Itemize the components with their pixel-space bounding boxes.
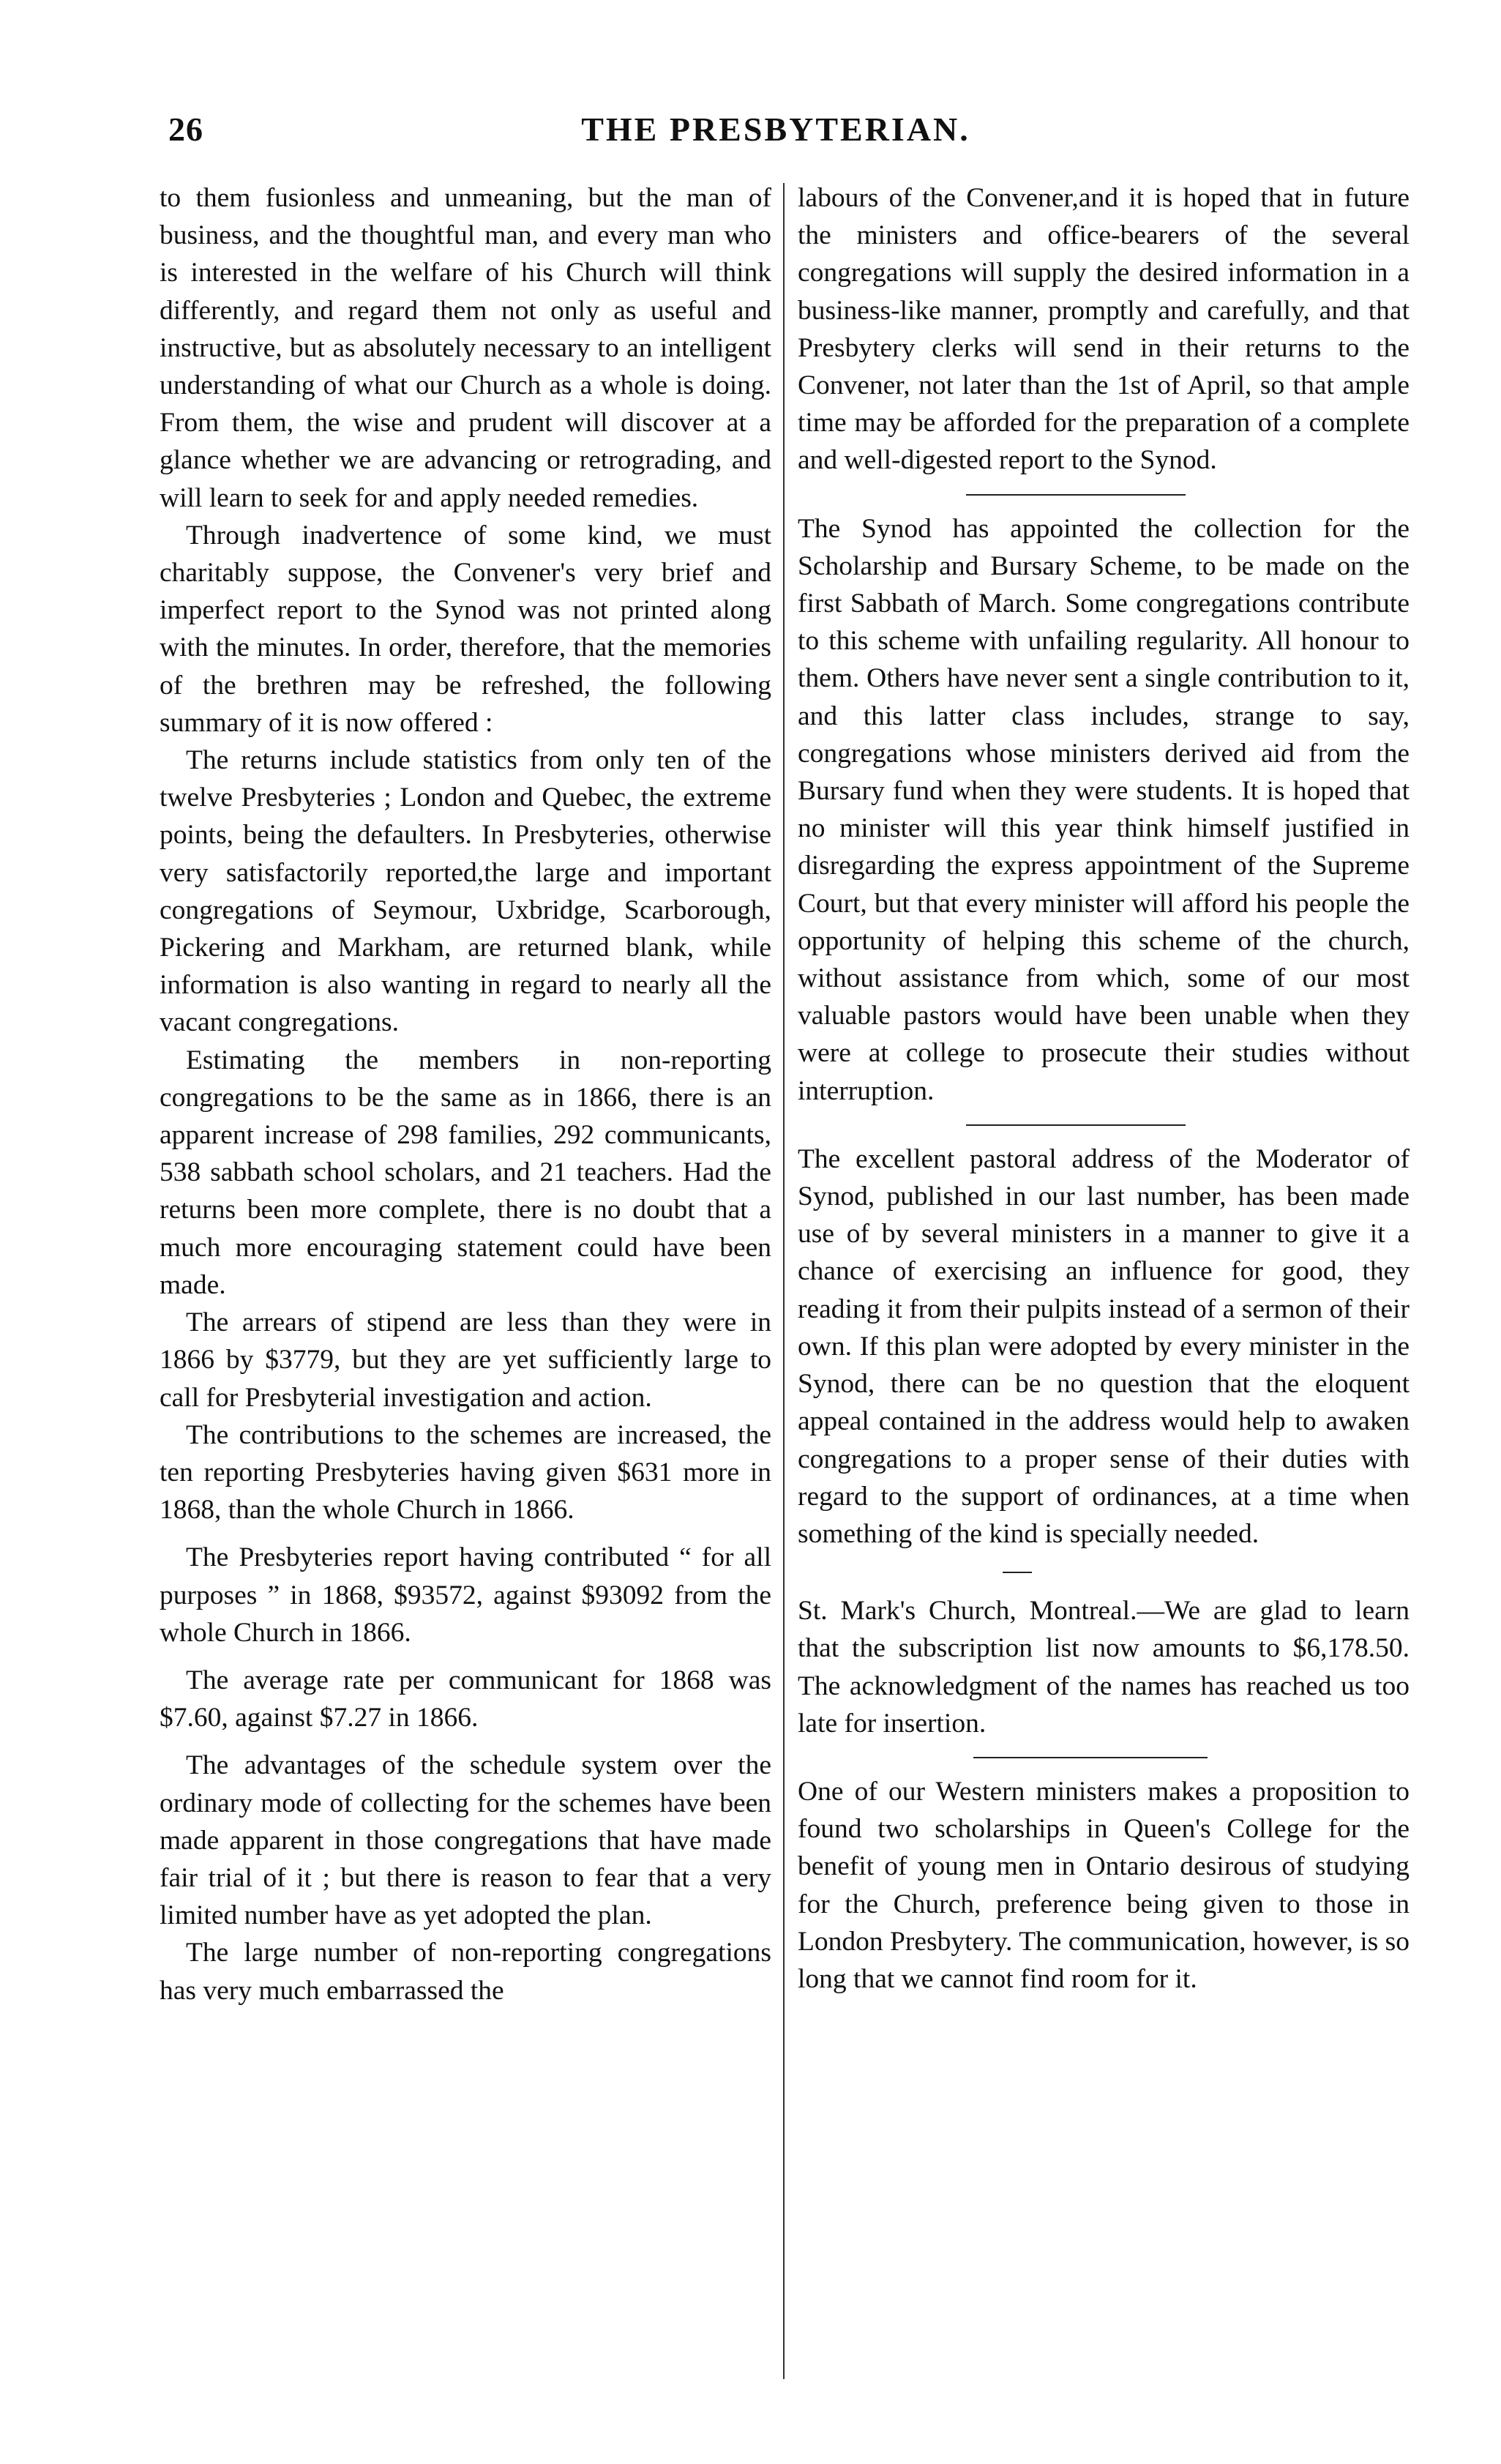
column-divider xyxy=(783,183,785,2379)
section-rule xyxy=(1003,1572,1032,1573)
paragraph-convener-report: Through inadvertence of some kind, we must charitably suppose, the Convener's very brief and imperfect report to the Synod was not printed along with the minutes. In order, therefore, that the memories of the brethren may be refreshed, the following summary of it is now offered : xyxy=(160,520,771,738)
paragraph-contributions: The contributions to the schemes are increased, the ten reporting Presbyteries having given $631 more in 1868, than the whole Church in 1866. xyxy=(160,1419,771,1526)
paragraph-all-purposes: The Presbyteries report having contributed “ for all purposes ” in 1868, $93572, against $93092 from the whole Church in 1866. xyxy=(160,1542,771,1648)
paragraph-western-ministers: One of our Western ministers makes a proposition to found two scholarships in Queen's College for the benefit of young men in Ontario desirous of studying for the Church, preference being given to those in London Presbytery. The communication, however, is so long that we cannot find room for it. xyxy=(798,1776,1410,1994)
paragraph-pastoral-address: The excellent pastoral address of the Moderator of Synod, published in our last number, has been made use of by several ministers in a manner to give it a chance of exercising an influence for good, they reading it from their pulpits instead of a sermon of their own. If this plan were adopted by every minister in the Synod, there can be no question that the eloquent appeal contained in the address would help to awaken congregations to a proper sense of their duties with regard to the support of ordinances, at a time when something of the kind is specially needed. xyxy=(798,1143,1410,1549)
section-rule xyxy=(973,1757,1208,1758)
page-number: 26 xyxy=(168,111,203,148)
paragraph-arrears: The arrears of stipend are less than they were in 1866 by $3779, but they are yet sufficiently large to call for Presbyterial investigation and action. xyxy=(160,1307,771,1413)
journal-title: THE PRESBYTERIAN. xyxy=(581,111,970,148)
paragraph-st-marks-church: St. Mark's Church, Montreal.—We are glad to learn that the subscription list now amounts to $6,178.50. The acknowledgment of the names has reached us too late for insertion. xyxy=(798,1596,1410,1739)
section-rule xyxy=(966,494,1186,496)
right-column xyxy=(798,179,1410,1998)
left-column xyxy=(160,179,771,2009)
paragraph-schedule-system: The advantages of the schedule system over the ordinary mode of collecting for the schemes have been made apparent in those congregations that have made fair trial of it ; but there is reason to fear that a very limited number have as yet adopted the plan. xyxy=(160,1750,771,1931)
paragraph-estimates: Estimating the members in non-reporting congregations to be the same as in 1866, there is an apparent increase of 298 families, 292 communicants, 538 sabbath school scholars, and 21 teachers. Had the returns been more complete, there is no doubt that a much more encouraging statement could have been made. xyxy=(160,1045,771,1300)
running-head xyxy=(168,110,1383,161)
paragraph-scholarship-scheme: The Synod has appointed the collection for the Scholarship and Bursary Scheme, to be made on the first Sabbath of March. Some congregations contribute to this scheme with unfailing regularity. All honour to them. Others have never sent a single contribution to it, and this latter class includes, strange to say, congregations whose ministers derived aid from the Bursary fund when they were students. It is hoped that no minister will this year think himself justified in disregarding the express appointment of the Supreme Court, but that every minister will afford his people the opportunity of helping this scheme of the church, without assistance from which, some of our most valuable pastors would have been unable when they were at college to prosecute their studies without interruption. xyxy=(798,513,1410,1106)
section-rule xyxy=(966,1124,1186,1126)
paragraph-convener-labours: labours of the Convener,and it is hoped that in future the ministers and office-bearers of the several congregations will supply the desired information in a business-like manner, promptly and carefully, and that Presbytery clerks will send in their returns to the Convener, not later than the 1st of April, so that ample time may be afforded for the preparation of a complete and well-digested report to the Synod. xyxy=(798,183,1410,476)
paragraph-non-reporting: The large number of non-reporting congregations has very much embarrassed the xyxy=(160,1938,771,2006)
paragraph-average-rate: The average rate per communicant for 1868 was $7.60, against $7.27 in 1866. xyxy=(160,1665,771,1733)
paragraph-statistics-value: to them fusionless and unmeaning, but the man of business, and the thoughtful man, and every man who is interested in the welfare of his Church will think differently, and regard them not only as useful and instructive, but as absolutely necessary to an intelligent understanding of what our Church as a whole is doing. From them, the wise and prudent will discover at a glance whether we are advancing or retrograding, and will learn to seek for and apply needed remedies. xyxy=(160,183,771,513)
paragraph-returns: The returns include statistics from only ten of the twelve Presbyteries ; London and Quebec, the extreme points, being the defaulters. In Presbyteries, otherwise very satisfactorily reported,the large and important congregations of Seymour, Uxbridge, Scarborough, Pickering and Markham, are returned blank, while information is also wanting in regard to nearly all the vacant congregations. xyxy=(160,745,771,1038)
